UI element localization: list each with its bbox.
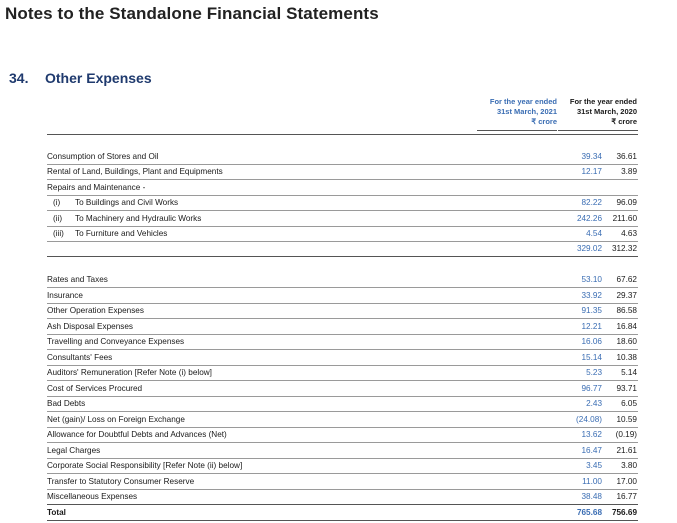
row-label-text: To Buildings and Civil Works bbox=[75, 198, 179, 207]
row-label-text: Net (gain)/ Loss on Foreign Exchange bbox=[47, 415, 185, 424]
row-label-text: Cost of Services Procured bbox=[47, 384, 143, 393]
value-previous-year: 93.71 bbox=[616, 384, 637, 393]
row-label-text: To Furniture and Vehicles bbox=[75, 229, 168, 238]
value-previous-year: 18.60 bbox=[616, 337, 637, 346]
row-label-text: Rental of Land, Buildings, Plant and Equipments bbox=[47, 167, 223, 176]
header-rule-current bbox=[477, 130, 557, 131]
value-previous-year: 211.60 bbox=[612, 214, 637, 223]
value-current-year: 329.02 bbox=[576, 244, 602, 253]
value-current-year: 39.34 bbox=[581, 152, 602, 161]
value-current-year: 53.10 bbox=[581, 275, 602, 284]
row-divider bbox=[47, 256, 638, 257]
header-rule-full bbox=[47, 134, 638, 135]
section-number: 34. bbox=[9, 70, 29, 86]
value-previous-year: 21.61 bbox=[616, 446, 637, 455]
value-current-year: 3.45 bbox=[586, 461, 602, 470]
value-previous-year: 756.69 bbox=[611, 508, 637, 517]
row-label bbox=[49, 226, 167, 241]
value-current-year: 242.26 bbox=[576, 214, 602, 223]
row-label bbox=[47, 350, 112, 365]
row-divider bbox=[47, 520, 638, 521]
value-previous-year: 10.59 bbox=[616, 415, 637, 424]
table-row bbox=[47, 272, 638, 287]
table-row bbox=[47, 396, 638, 411]
row-label bbox=[49, 195, 178, 210]
sub-item-row bbox=[47, 226, 638, 241]
table-row bbox=[47, 334, 638, 349]
table-row bbox=[47, 427, 638, 442]
value-current-year: 91.35 bbox=[581, 306, 602, 315]
page-title: Notes to the Standalone Financial Statements bbox=[5, 4, 379, 23]
table-row bbox=[47, 180, 638, 195]
value-previous-year: 5.14 bbox=[621, 368, 637, 377]
table-row bbox=[47, 288, 638, 303]
row-label bbox=[47, 474, 194, 489]
row-label bbox=[47, 365, 212, 380]
column-header-line: 31st March, 2021 bbox=[496, 107, 557, 116]
value-current-year: 96.77 bbox=[581, 384, 602, 393]
row-label bbox=[47, 303, 144, 318]
value-previous-year: 3.80 bbox=[621, 461, 637, 470]
row-label-text: Ash Disposal Expenses bbox=[47, 322, 134, 331]
roman-numeral: (iii) bbox=[53, 229, 64, 238]
value-previous-year: 29.37 bbox=[616, 291, 637, 300]
value-current-year: 11.00 bbox=[582, 477, 602, 486]
row-label bbox=[47, 396, 85, 411]
row-label-text: Miscellaneous Expenses bbox=[47, 492, 138, 501]
row-label bbox=[47, 412, 185, 427]
value-previous-year: 6.05 bbox=[621, 399, 637, 408]
section-heading bbox=[9, 70, 152, 86]
value-previous-year: 10.38 bbox=[616, 353, 637, 362]
row-label-text: Other Operation Expenses bbox=[47, 306, 144, 315]
row-label-text: To Machinery and Hydraulic Works bbox=[75, 214, 202, 223]
value-previous-year: 67.62 bbox=[616, 275, 637, 284]
sub-item-row bbox=[47, 195, 638, 210]
value-previous-year: 17.00 bbox=[616, 477, 637, 486]
row-label bbox=[47, 180, 145, 195]
value-current-year: 12.21 bbox=[581, 322, 602, 331]
table-row bbox=[47, 350, 638, 365]
total-row bbox=[47, 505, 638, 520]
row-label-text: Legal Charges bbox=[47, 446, 101, 455]
row-label bbox=[47, 149, 159, 164]
row-label-text: Rates and Taxes bbox=[47, 275, 108, 284]
value-previous-year: 312.32 bbox=[611, 244, 637, 253]
table-row bbox=[47, 381, 638, 396]
table-row bbox=[47, 365, 638, 380]
row-label-text: Corporate Social Responsibility [Refer Note (ii) below] bbox=[47, 461, 243, 470]
value-current-year: 15.14 bbox=[581, 353, 602, 362]
table-row bbox=[47, 412, 638, 427]
column-header-previous-year bbox=[558, 97, 637, 127]
value-previous-year: 16.84 bbox=[616, 322, 637, 331]
row-label-text: Consumption of Stores and Oil bbox=[47, 152, 159, 161]
value-current-year: 82.22 bbox=[581, 198, 602, 207]
table-row bbox=[47, 319, 638, 334]
row-label bbox=[47, 334, 184, 349]
value-previous-year: 3.89 bbox=[621, 167, 637, 176]
row-label-text: Auditors' Remuneration [Refer Note (i) below] bbox=[47, 368, 212, 377]
value-current-year: (24.08) bbox=[576, 415, 602, 424]
sub-item-row bbox=[47, 211, 638, 226]
row-label bbox=[47, 427, 227, 442]
table-row bbox=[47, 164, 638, 179]
value-current-year: 13.62 bbox=[581, 430, 602, 439]
row-label-text: Total bbox=[47, 508, 66, 517]
value-current-year: 38.48 bbox=[581, 492, 602, 501]
table-row bbox=[47, 303, 638, 318]
value-previous-year: 4.63 bbox=[621, 229, 637, 238]
table-row bbox=[47, 149, 638, 164]
column-header-unit: ₹ crore bbox=[611, 117, 637, 126]
table-row bbox=[47, 443, 638, 458]
row-label-text: Allowance for Doubtful Debts and Advances (Net) bbox=[47, 430, 227, 439]
row-label-text: Repairs and Maintenance - bbox=[47, 183, 146, 192]
row-label-text: Bad Debts bbox=[47, 399, 86, 408]
row-label-text: Insurance bbox=[47, 291, 83, 300]
section-title: Other Expenses bbox=[45, 70, 152, 86]
row-label bbox=[47, 458, 242, 473]
value-current-year: 12.17 bbox=[581, 167, 602, 176]
value-current-year: 765.68 bbox=[576, 508, 602, 517]
row-label bbox=[47, 272, 108, 287]
value-previous-year: 86.58 bbox=[616, 306, 637, 315]
value-current-year: 4.54 bbox=[586, 229, 602, 238]
row-label bbox=[47, 164, 223, 179]
table-row bbox=[47, 489, 638, 504]
row-label bbox=[47, 505, 66, 520]
column-header-current-year bbox=[477, 97, 557, 127]
row-label bbox=[47, 443, 100, 458]
row-label bbox=[47, 381, 142, 396]
column-header-unit: ₹ crore bbox=[531, 117, 557, 126]
value-previous-year: 96.09 bbox=[616, 198, 637, 207]
table-row bbox=[47, 474, 638, 489]
table-row bbox=[47, 458, 638, 473]
row-label-text: Consultants' Fees bbox=[47, 353, 113, 362]
value-previous-year: 16.77 bbox=[616, 492, 637, 501]
row-label-text: Travelling and Conveyance Expenses bbox=[47, 337, 185, 346]
value-current-year: 5.23 bbox=[586, 368, 602, 377]
value-current-year: 33.92 bbox=[581, 291, 602, 300]
column-header-line: For the year ended bbox=[569, 97, 637, 106]
row-label bbox=[47, 319, 133, 334]
row-label bbox=[49, 211, 201, 226]
column-header-line: For the year ended bbox=[489, 97, 557, 106]
table-row bbox=[47, 241, 638, 256]
value-previous-year: (0.19) bbox=[615, 430, 637, 439]
roman-numeral: (i) bbox=[53, 198, 61, 207]
column-header-line: 31st March, 2020 bbox=[576, 107, 637, 116]
value-current-year: 2.43 bbox=[586, 399, 602, 408]
row-label bbox=[47, 288, 83, 303]
roman-numeral: (ii) bbox=[53, 214, 63, 223]
row-label-text: Transfer to Statutory Consumer Reserve bbox=[47, 477, 195, 486]
value-previous-year: 36.61 bbox=[616, 152, 637, 161]
header-rule-previous bbox=[558, 130, 638, 131]
value-current-year: 16.06 bbox=[581, 337, 602, 346]
value-current-year: 16.47 bbox=[581, 446, 602, 455]
row-label bbox=[47, 489, 137, 504]
